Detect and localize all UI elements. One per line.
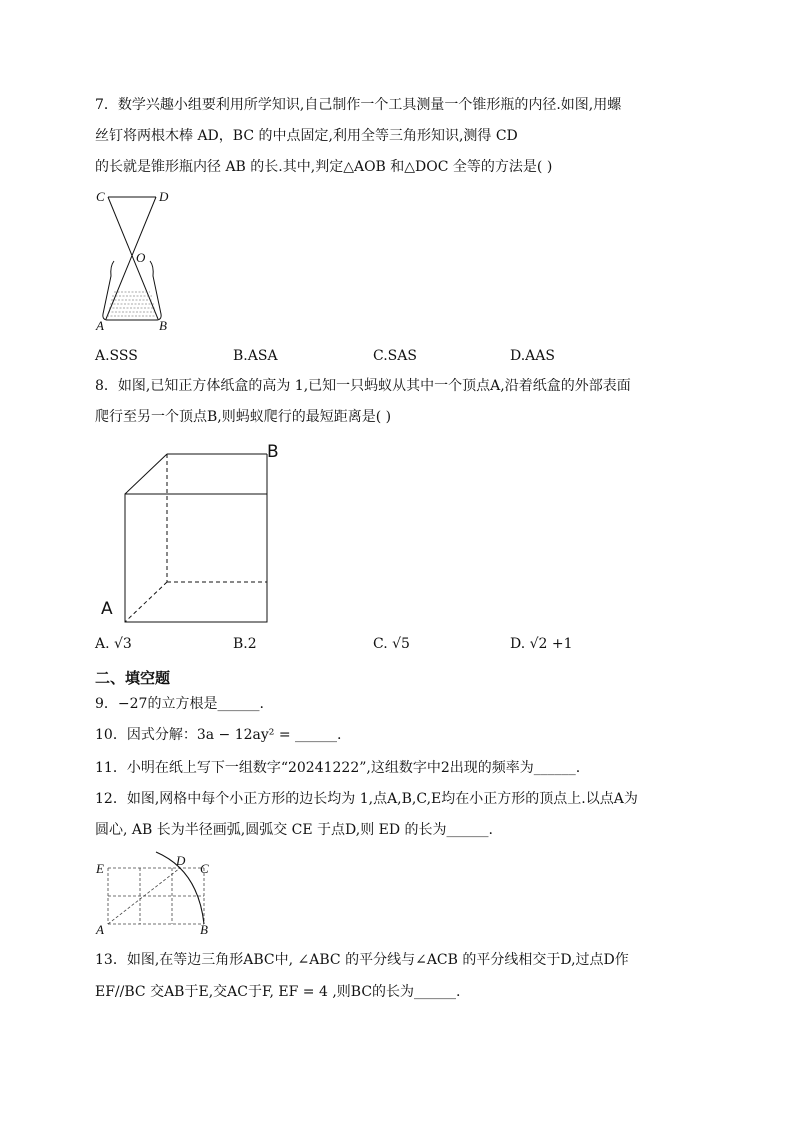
q12-label-D: D <box>176 853 186 868</box>
q7-line-1: 7．数学兴趣小组要利用所学知识,自己制作一个工具测量一个锥形瓶的内径.如图,用螺 <box>95 97 622 113</box>
q8-cube-top-left-edge <box>125 454 167 494</box>
q8-cube-front-face <box>125 494 267 622</box>
q7-flask-figure <box>92 186 182 336</box>
q7-flask-right-wall <box>150 261 161 320</box>
q8-option-c[interactable]: C. √5 <box>373 636 410 652</box>
q8-option-d[interactable]: D. √2 +1 <box>510 636 573 652</box>
q7-label-D: D <box>159 189 169 204</box>
q12-label-A: A <box>96 922 104 937</box>
q7-stick-AD <box>106 197 156 319</box>
q12-label-C: C <box>200 861 209 876</box>
q13-line-1: 13．如图,在等边三角形ABC中, ∠ABC 的平分线与∠ACB 的平分线相交于D,过点D作 <box>95 952 629 968</box>
q12-label-E: E <box>96 861 104 876</box>
q7-option-d[interactable]: D.AAS <box>510 348 555 364</box>
q8-label-A: A <box>101 599 113 619</box>
q8-cube-figure <box>95 440 295 620</box>
q7-liquid-hatch <box>107 292 157 316</box>
q13-line-2: EF//BC 交AB于E,交AC于F, EF = 4 ,则BC的长为______. <box>95 984 461 1000</box>
q7-option-a[interactable]: A.SSS <box>95 348 138 364</box>
q7-line-3: 的长就是锥形瓶内径 AB 的长.其中,判定△AOB 和△DOC 全等的方法是( ) <box>95 159 553 175</box>
q7-stick-BC <box>108 197 158 319</box>
q7-option-b[interactable]: B.ASA <box>233 348 278 364</box>
q12-grid-figure <box>92 850 222 935</box>
q7-label-O: O <box>136 250 146 265</box>
q8-option-b[interactable]: B.2 <box>233 636 257 652</box>
q7-label-C: C <box>96 189 105 204</box>
q9-text: 9．−27的立方根是______. <box>95 696 264 712</box>
q8-option-a[interactable]: A. √3 <box>95 636 132 652</box>
q7-label-A: A <box>96 318 104 333</box>
q7-option-c[interactable]: C.SAS <box>373 348 417 364</box>
q10-text: 10．因式分解：3a − 12ay² = ______. <box>95 727 342 743</box>
q12-label-B: B <box>200 922 208 937</box>
q8-label-B: B <box>267 442 279 462</box>
q7-flask-left-wall <box>103 261 114 320</box>
q8-line-2: 爬行至另一个顶点B,则蚂蚁爬行的最短距离是( ) <box>95 409 392 425</box>
q8-cube-hidden-edges <box>125 454 267 622</box>
q7-line-2: 丝钉将两根木棒 AD，BC 的中点固定,利用全等三角形知识,测得 CD <box>95 128 518 144</box>
q8-line-1: 8．如图,已知正方体纸盒的高为 1,已知一只蚂蚁从其中一个顶点A,沿着纸盒的外部表面 <box>95 378 631 394</box>
q7-label-B: B <box>159 318 167 333</box>
q12-grid-dashed <box>108 868 204 924</box>
q12-line-2: 圆心, AB 长为半径画弧,圆弧交 CE 于点D,则 ED 的长为______. <box>95 822 494 838</box>
section-title-fill-in: 二、填空题 <box>95 669 171 687</box>
q11-text: 11．小明在纸上写下一组数字“20241222”,这组数字中2出现的频率为______. <box>95 760 581 776</box>
q12-line-1: 12．如图,网格中每个小正方形的边长均为 1,点A,B,C,E均在小正方形的顶点上.以点A为 <box>95 791 638 807</box>
